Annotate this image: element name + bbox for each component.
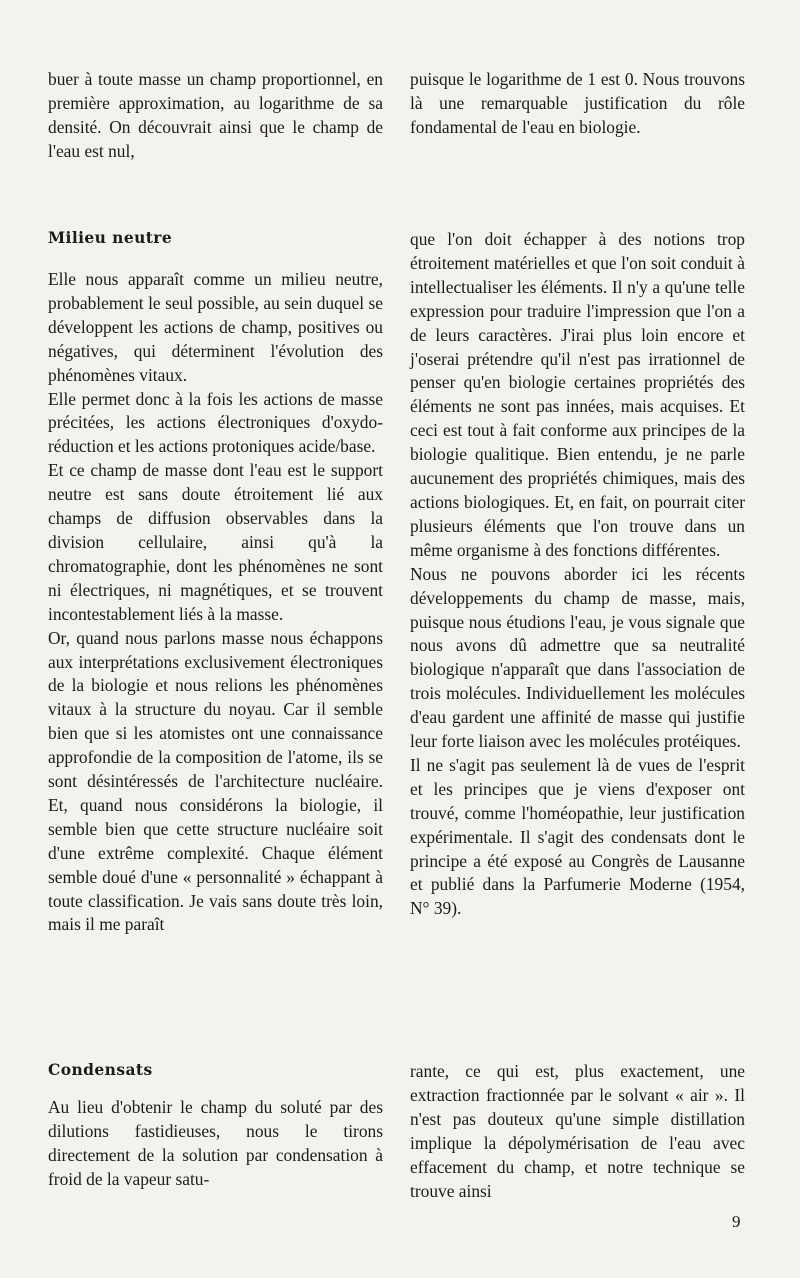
paragraph: buer à toute masse un champ proportionnel, en première approximation, au logarithme de sa densité. On découvrait ainsi que le champ de l'eau est nul, [48,69,383,161]
condensats-left-column [48,1060,383,1192]
top-left-column [48,68,383,164]
paragraph: puisque le logarithme de 1 est 0. Nous trouvons là une remarquable justification du rôle fondamental de l'eau en biologie. [410,69,745,137]
paragraph: Nous ne pouvons aborder ici les récents développements du champ de masse, mais, puisque nous étudions l'eau, je vous signale que nous avons dû admettre que sa neutralité biologique n'apparaît que dans l'association de trois molécules. Individuellement les molécules d'eau gardent une affinité de masse qui justifie leur forte liaison avec les molécules protéiques. [410,563,745,752]
condensats-right-column [410,1060,745,1203]
milieu-left-column [48,228,383,937]
milieu-right-column [410,228,745,921]
page-number: 9 [732,1212,741,1231]
paragraph: Elle nous apparaît comme un milieu neutre, probablement le seul possible, au sein duquel se développent les actions de champ, positives ou négatives, qui déterminent l'évolution des phénomènes vitaux. [48,269,383,385]
paragraph: Et ce champ de masse dont l'eau est le support neutre est sans doute étroitement lié aux champs de diffusion observables dans la division cellulaire, ainsi qu'à la chromatographie, dont les phénomènes ne sont ni électriques, ni magnétiques, et se trouvent incontestablement liés à la masse. [48,460,383,624]
section-heading-milieu-neutre: Milieu neutre [48,228,173,247]
section-heading-condensats: Condensats [48,1060,153,1079]
paragraph: que l'on doit échapper à des notions trop étroitement matérielles et que l'on soit conduit à intellectualiser les éléments. Il n'y a qu'une telle expression pour traduire l'impression que l'on a de leurs caractères. J'irai plus loin encore et j'oserai prétendre qu'il n'est pas irrationnel de penser qu'en biologie certaines propriétés des éléments ne sont pas innées, mais acquises. Et ceci est tout à fait conforme aux principes de la biologie qualitique. Bien entendu, je ne parle aucunement des propriétés chimiques, mais des actions biologiques. Et, en fait, on pourrait citer plusieurs éléments que l'on trouve dans un même organisme à des fonctions différentes. [410,229,745,560]
paragraph: Au lieu d'obtenir le champ du soluté par des dilutions fastidieuses, nous le tirons directement de la solution par condensation à froid de la vapeur satu- [48,1097,383,1189]
paragraph: Elle permet donc à la fois les actions de masse précitées, les actions électroniques d'oxydo-réduction et les actions protoniques acide/base. [48,388,383,457]
paragraph: rante, ce qui est, plus exactement, une extraction fractionnée par le solvant « air ». Il n'est pas douteux qu'une simple distillation implique la dépolymérisation de l'eau avec effacement du champ, et notre technique se trouve ainsi [410,1061,745,1201]
paragraph: Or, quand nous parlons masse nous échappons aux interprétations exclusivement électroniques de la biologie et nous relions les phénomènes vitaux à la structure du noyau. Car il semble bien que si les atomistes ont une connaissance approfondie de la composition de l'atome, ils se sont désintéressés de l'architecture nucléaire. Et, quand nous considérons la biologie, il semble bien que cette structure nucléaire soit d'une extrême complexité. Chaque élément semble doué d'une « personnalité » échappant à toute classification. Je vais sans doute très loin, mais il me paraît [48,627,383,935]
paragraph: Il ne s'agit pas seulement là de vues de l'esprit et les principes que je viens d'exposer ont trouvé, comme l'homéopathie, leur justification expérimentale. Il s'agit des condensats dont le principe a été exposé au Congrès de Lausanne et publié dans la Parfumerie Moderne (1954, N° 39). [410,754,745,919]
top-right-column [410,68,745,140]
